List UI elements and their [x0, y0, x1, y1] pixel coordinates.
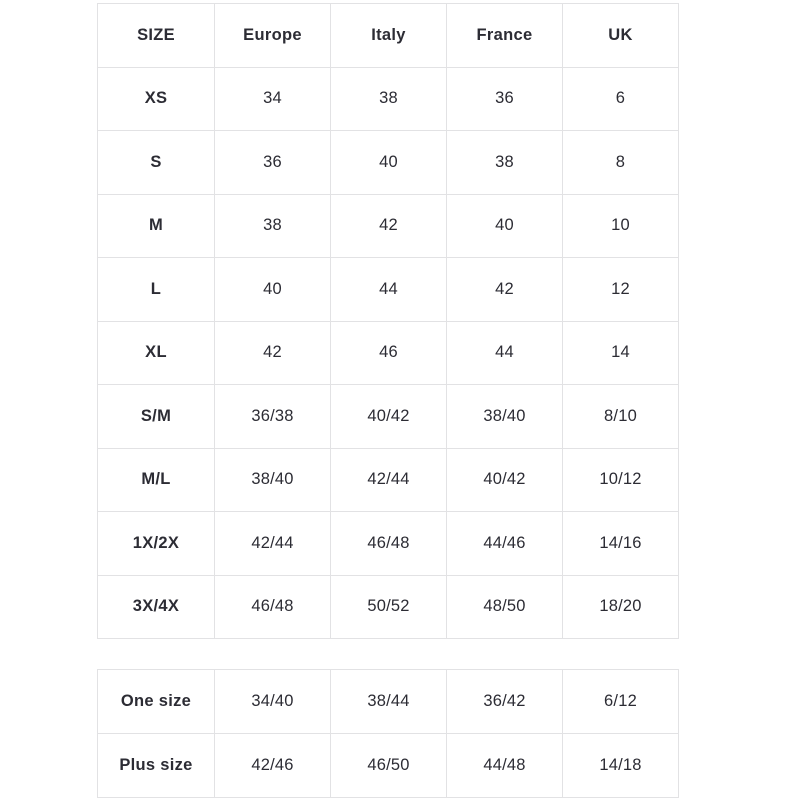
- cell-europe: 40: [215, 258, 331, 322]
- cell-italy: 38: [331, 67, 447, 131]
- table-row: [98, 385, 679, 449]
- column-header-uk: UK: [563, 4, 679, 68]
- table-row: [98, 67, 679, 131]
- table-row: [98, 194, 679, 258]
- cell-italy: 44: [331, 258, 447, 322]
- cell-europe: 46/48: [215, 575, 331, 639]
- cell-uk: 10: [563, 194, 679, 258]
- table-row: [98, 321, 679, 385]
- row-label: S/M: [98, 385, 215, 449]
- cell-france: 36: [447, 67, 563, 131]
- cell-italy: 40/42: [331, 385, 447, 449]
- cell-uk: 8: [563, 131, 679, 195]
- size-conversion-table: [97, 3, 679, 639]
- cell-france: 48/50: [447, 575, 563, 639]
- cell-uk: 14: [563, 321, 679, 385]
- cell-uk: 8/10: [563, 385, 679, 449]
- table-row: [98, 448, 679, 512]
- table-row: [98, 131, 679, 195]
- row-label: M/L: [98, 448, 215, 512]
- cell-italy: 46/50: [331, 734, 447, 798]
- row-label: M: [98, 194, 215, 258]
- cell-uk: 6/12: [563, 670, 679, 734]
- row-label: S: [98, 131, 215, 195]
- cell-france: 40/42: [447, 448, 563, 512]
- row-label: XL: [98, 321, 215, 385]
- row-label: Plus size: [98, 734, 215, 798]
- column-header-europe: Europe: [215, 4, 331, 68]
- cell-europe: 38: [215, 194, 331, 258]
- table-header-row: [98, 4, 679, 68]
- row-label: 3X/4X: [98, 575, 215, 639]
- cell-italy: 42/44: [331, 448, 447, 512]
- table-row: [98, 512, 679, 576]
- cell-italy: 38/44: [331, 670, 447, 734]
- cell-europe: 36: [215, 131, 331, 195]
- cell-uk: 14/18: [563, 734, 679, 798]
- cell-france: 44: [447, 321, 563, 385]
- row-label: L: [98, 258, 215, 322]
- cell-europe: 34/40: [215, 670, 331, 734]
- special-sizes-table: [97, 669, 679, 798]
- cell-europe: 34: [215, 67, 331, 131]
- cell-italy: 40: [331, 131, 447, 195]
- cell-uk: 14/16: [563, 512, 679, 576]
- cell-italy: 46/48: [331, 512, 447, 576]
- cell-uk: 10/12: [563, 448, 679, 512]
- cell-uk: 6: [563, 67, 679, 131]
- cell-france: 44/48: [447, 734, 563, 798]
- cell-italy: 42: [331, 194, 447, 258]
- column-header-size: SIZE: [98, 4, 215, 68]
- row-label: XS: [98, 67, 215, 131]
- cell-europe: 42: [215, 321, 331, 385]
- column-header-italy: Italy: [331, 4, 447, 68]
- column-header-france: France: [447, 4, 563, 68]
- table-row: [98, 734, 679, 798]
- cell-italy: 50/52: [331, 575, 447, 639]
- cell-france: 42: [447, 258, 563, 322]
- cell-france: 38/40: [447, 385, 563, 449]
- table-row: [98, 670, 679, 734]
- row-label: One size: [98, 670, 215, 734]
- cell-france: 40: [447, 194, 563, 258]
- table-row: [98, 575, 679, 639]
- cell-uk: 12: [563, 258, 679, 322]
- cell-italy: 46: [331, 321, 447, 385]
- cell-uk: 18/20: [563, 575, 679, 639]
- cell-france: 38: [447, 131, 563, 195]
- row-label: 1X/2X: [98, 512, 215, 576]
- cell-france: 36/42: [447, 670, 563, 734]
- cell-europe: 38/40: [215, 448, 331, 512]
- cell-europe: 42/46: [215, 734, 331, 798]
- cell-france: 44/46: [447, 512, 563, 576]
- cell-europe: 42/44: [215, 512, 331, 576]
- table-row: [98, 258, 679, 322]
- cell-europe: 36/38: [215, 385, 331, 449]
